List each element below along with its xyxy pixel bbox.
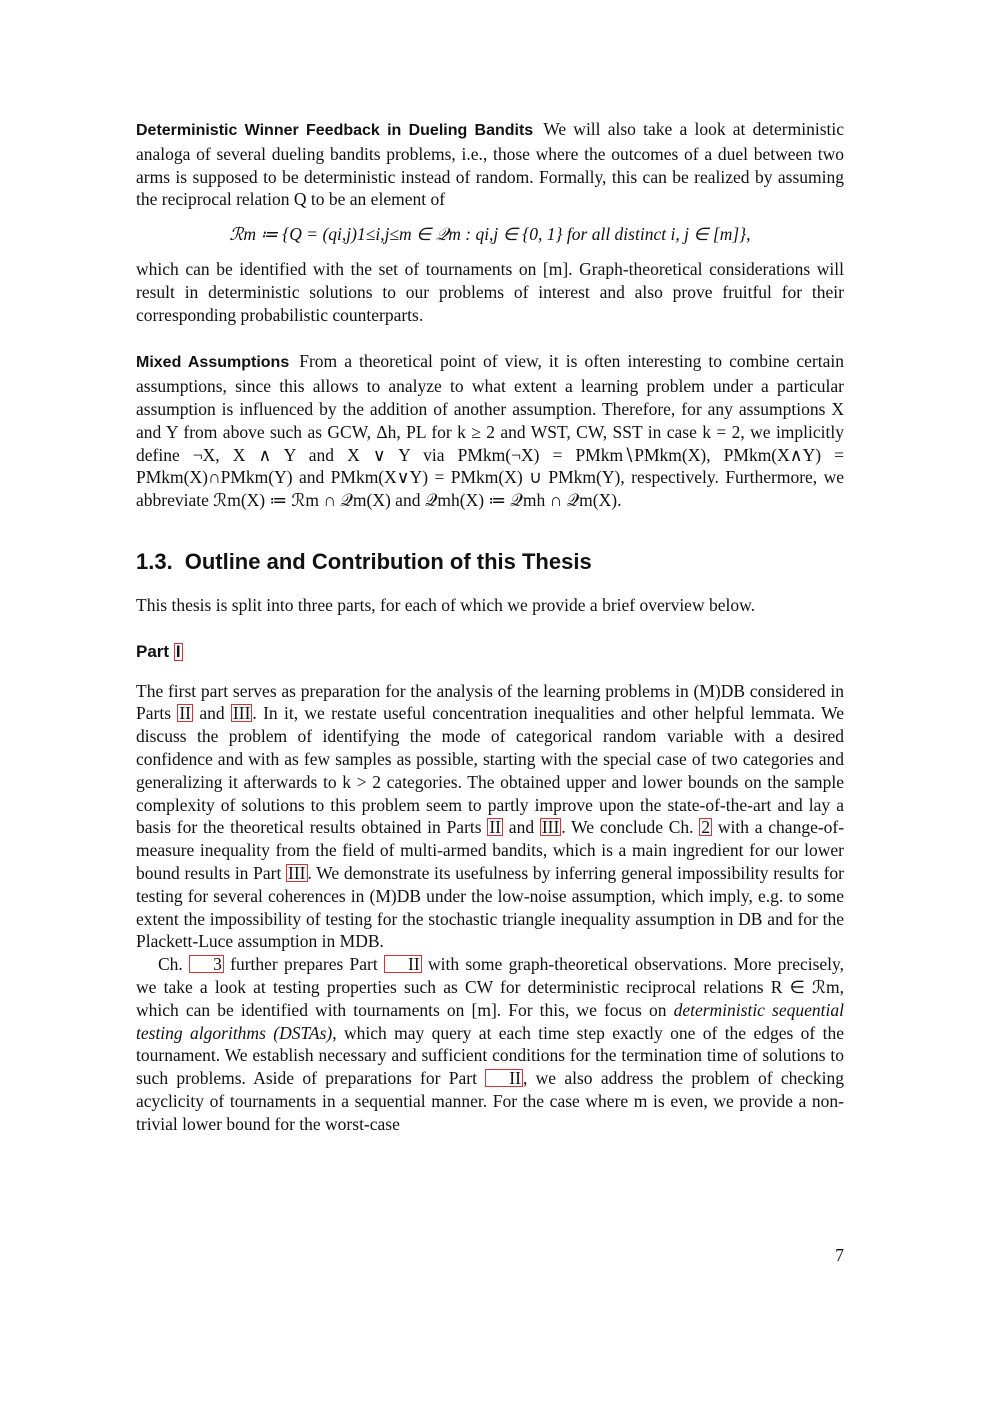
ref-part-III[interactable]: III [232, 703, 251, 724]
text-segment: and [508, 817, 535, 838]
text-segment: further prepares Part [230, 954, 378, 975]
part-heading [136, 641, 844, 664]
ref-chapter-2[interactable]: 2 [701, 817, 711, 838]
text-segment: with some graph-theoretical observations. More precisely, we take a look at testing properties such as CW for deterministic reciprocal relations R ∈ ℛm, which can be identified with tournaments on [m]. For this, we focus on [136, 954, 845, 1020]
ref-part-II[interactable]: II [179, 703, 191, 724]
emphasis-text: deterministic sequential testing algorithms (DSTAs) [136, 999, 844, 1043]
text-segment: with a change-of-measure inequality from the field of multi-armed bandits, which is a main ingredient for our lower bound results in Part [136, 817, 845, 883]
ref-chapter-3[interactable]: 3 [189, 955, 224, 973]
ref-part-III[interactable]: III [288, 862, 306, 883]
text-segment: . We demonstrate its usefulness by inferring general impossibility results for testing for several coherences in (M)DB under the low-noise assumption, which imply, e.g. to some extent the impossibility of testing for the stochastic triangle inequality assumption in DB and for the Plackett-Luce assumption in MDB. [136, 862, 845, 952]
display-equation: ℛm ≔ {Q = (qi,j)1≤i,j≤m ∈ 𝒬m : qi,j ∈ {0, 1} for all distinct i, j ∈ [m]}, [229, 224, 751, 245]
paragraph-text: We will also take a look at deterministic analoga of several dueling bandits problems, i.e., those where the outcomes of a duel between two arms is supposed to be deterministic instead of random. Formally, this can be realized by assuming the reciprocal relation Q to be an element of [136, 119, 844, 210]
text-segment: . In it, we restate useful concentration inequalities and other helpful lemmata. We discuss the problem of identifying the mode of categorical random variable with a desired confidence and with as few samples as possible, starting with the special case of two categories and generalizing it afterwards to k > 2 categories. The obtained upper and lower bounds on the sample complexity of solutions to this problem seem to partly improve upon the state-of-the-art and lay a basis for the theoretical results obtained in Parts [136, 703, 845, 838]
part-ref-link[interactable]: I [175, 641, 181, 661]
ref-part-II[interactable]: II [384, 955, 422, 973]
paragraph-heading: Mixed Assumptions [136, 354, 290, 372]
text-segment: and [199, 703, 225, 724]
section-intro: This thesis is split into three parts, for each of which we provide a brief overview below. [136, 594, 755, 615]
page-content [136, 118, 844, 1135]
page-number: 7 [835, 1245, 844, 1265]
ref-part-II[interactable]: II [489, 817, 502, 838]
paragraph-text: From a theoretical point of view, it is often interesting to combine certain assumptions, since this allows to analyze to what extent a learning problem under a particular assumption is influenced by the addition of another assumption. Therefore, for any assumptions X and Y from above such as GCW, Δh, PL for k ≥ 2 and WST, CW, SST in case k = 2, we implicitly define ¬X, X ∧ Y and X ∨ Y via PMkm(¬X) = PMkm∖PMkm(X), PMkm(X∧Y) = PMkm(X)∩PMkm(Y) and PMkm(X∨Y) = PMkm(X) ∪ PMkm(Y), respectively. Furthermore, we abbreviate ℛm(X) ≔ ℛm ∩ 𝒬m(X) and 𝒬mh(X) ≔ 𝒬mh ∩ 𝒬m(X). [136, 351, 844, 511]
ref-part-II[interactable]: II [485, 1069, 523, 1087]
section-heading [136, 548, 844, 576]
text-segment: The first part serves as preparation for the analysis of the learning problems in (M)DB considered in Parts [136, 680, 844, 724]
part-paragraph-1 [136, 680, 844, 954]
paragraph-deterministic-winner [136, 118, 844, 326]
section-number: 1.3. [136, 548, 173, 574]
text-segment: Ch. [158, 954, 183, 975]
text-segment: . We conclude Ch. [561, 817, 694, 838]
part-label: Part [136, 641, 170, 661]
text-segment: , we also address the problem of checking acyclicity of tournaments in a sequential manner. For the case where m is even, we provide a non-trivial lower bound for the worst-case [136, 1068, 844, 1134]
section-title: Outline and Contribution of this Thesis [184, 548, 592, 574]
part-paragraph-2 [136, 953, 844, 1135]
text-segment: , which may query at each time step exactly one of the edges of the tournament. We establish necessary and sufficient conditions for the termination time of solutions to such problems. Aside of preparations for Part [136, 1022, 844, 1089]
ref-part-III[interactable]: III [541, 817, 560, 838]
paragraph-heading: Deterministic Winner Feedback in Dueling Bandits [136, 122, 534, 139]
paragraph-text-after: which can be identified with the set of tournaments on [m]. Graph-theoretical considerations will result in deterministic solutions to our problems of interest and also prove fruitful for their corresponding probabilistic counterparts. [136, 258, 844, 325]
paragraph-mixed-assumptions [136, 350, 844, 512]
